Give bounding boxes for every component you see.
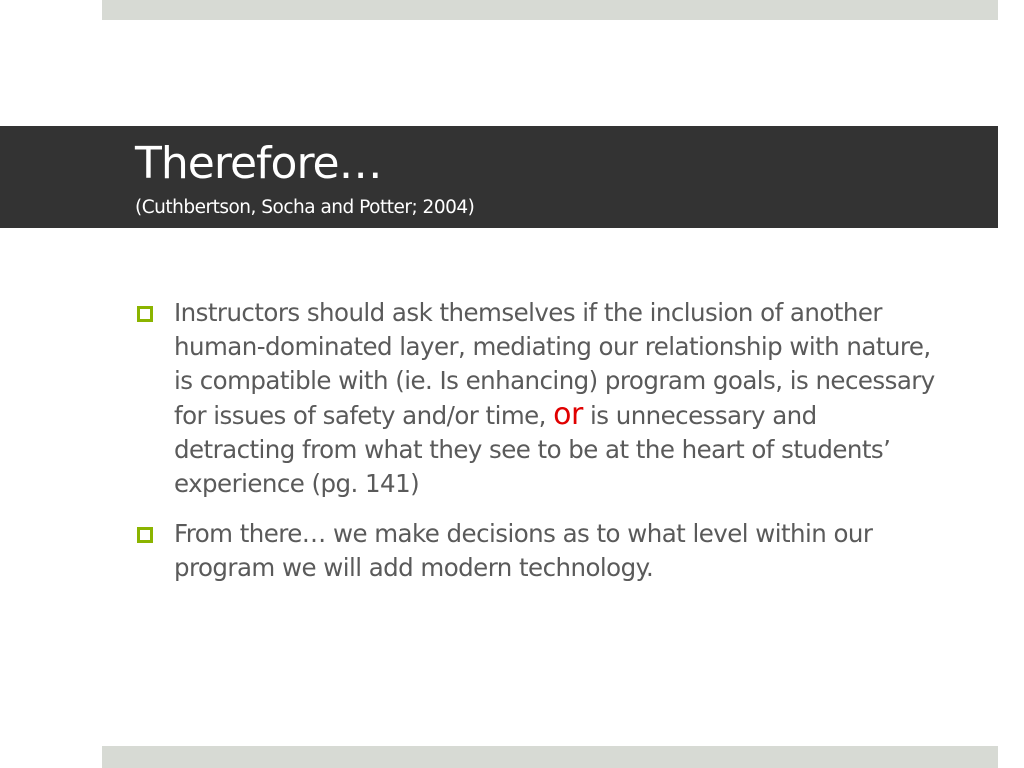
bullet-item	[137, 296, 937, 501]
bullet-item	[137, 517, 937, 585]
bullet-text: From there… we make decisions as to what level within our program we will add modern technology.	[174, 519, 873, 582]
hollow-square-bullet-icon	[137, 527, 153, 543]
bullet-text-continued: is unnecessary and detracting from what they see to be at the heart of students’ experience (pg. 141)	[174, 401, 891, 498]
hollow-square-bullet-icon	[137, 306, 153, 322]
bullet-text: Instructors should ask themselves if the inclusion of another human-dominated layer, mediating our relationship with nature, is compatible with (ie. Is enhancing) program goals, is necessary for issues of safety and/or time,	[174, 298, 935, 430]
slide-subtitle: (Cuthbertson, Socha and Potter; 2004)	[135, 197, 475, 218]
bottom-accent-bar	[102, 746, 998, 768]
slide-title: Therefore…	[135, 138, 382, 189]
emphasis-text: or	[553, 397, 583, 432]
bullet-list	[137, 296, 937, 585]
top-accent-bar	[102, 0, 998, 20]
